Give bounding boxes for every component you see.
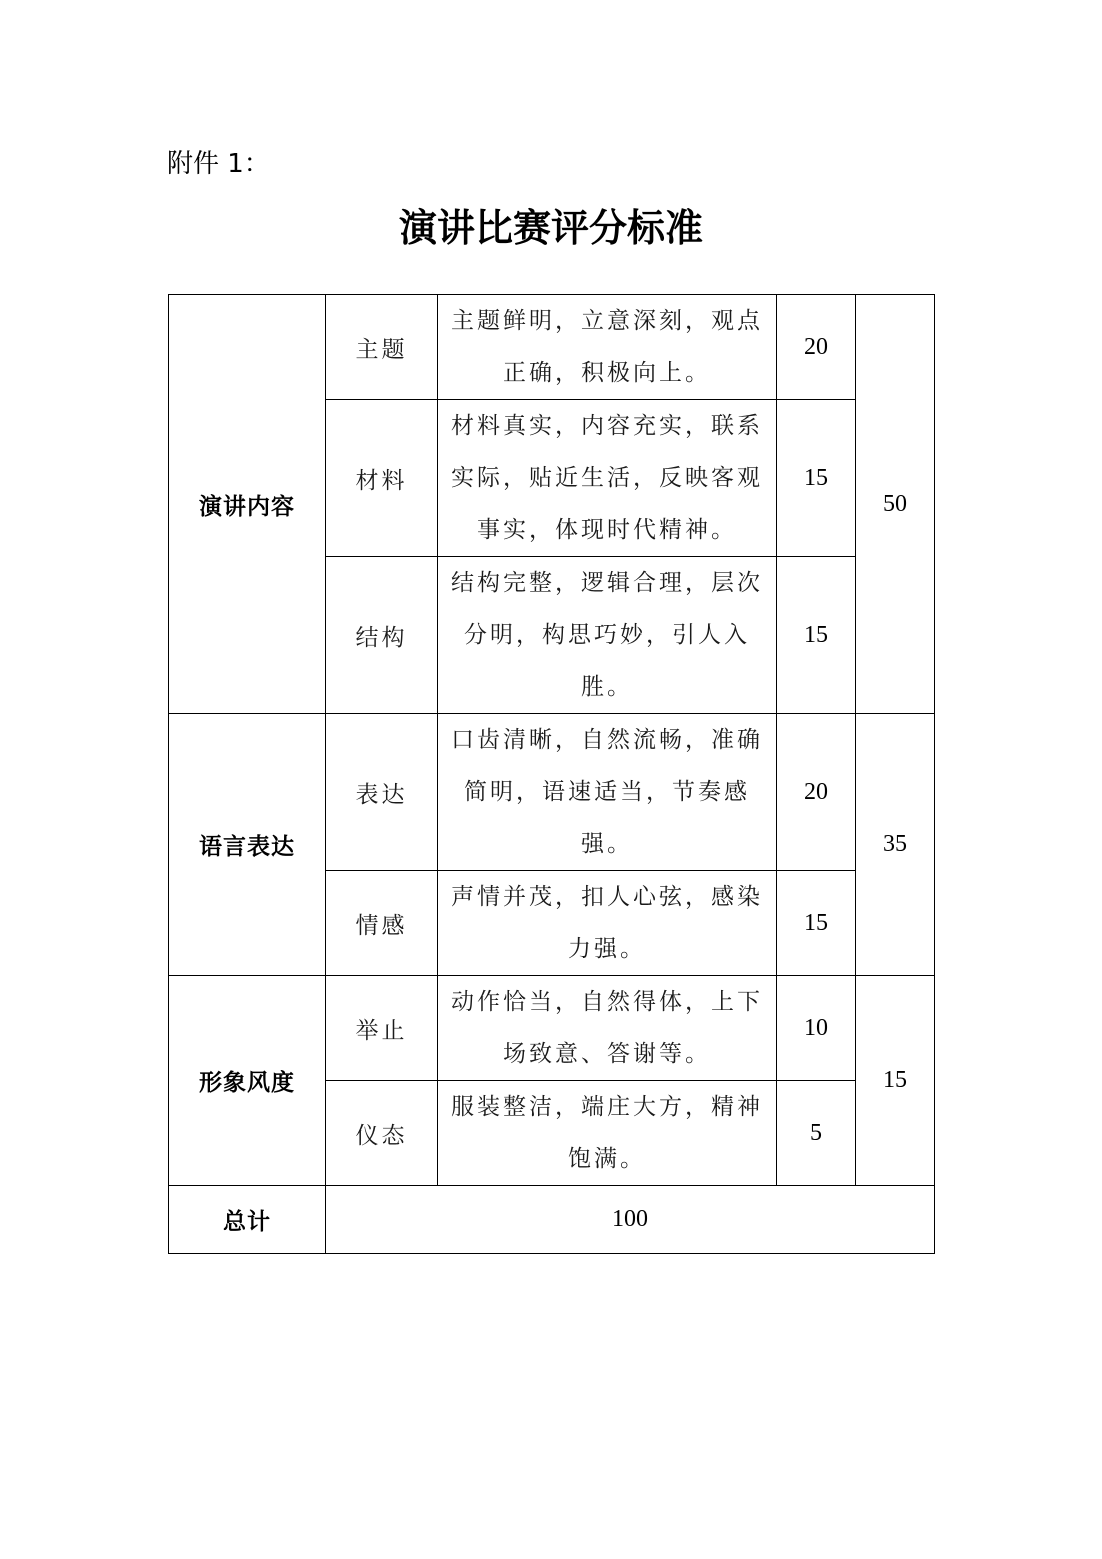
scoring-table — [168, 294, 935, 1254]
item-criteria: 声情并茂，扣人心弦，感染力强。 — [438, 871, 777, 976]
document-title: 演讲比赛评分标准 — [398, 205, 703, 250]
table-row — [169, 714, 935, 871]
item-score: 15 — [777, 557, 856, 714]
category-name: 形象风度 — [169, 976, 326, 1186]
item-name: 表达 — [326, 714, 438, 871]
item-criteria: 材料真实，内容充实，联系实际，贴近生活，反映客观事实，体现时代精神。 — [438, 400, 777, 557]
attachment-label: 附件 1： — [167, 149, 270, 179]
total-row — [169, 1186, 935, 1254]
item-score: 15 — [777, 871, 856, 976]
item-criteria: 结构完整，逻辑合理，层次分明，构思巧妙，引人入胜。 — [438, 557, 777, 714]
total-label: 总计 — [169, 1186, 326, 1254]
category-name: 演讲内容 — [169, 295, 326, 714]
table-row — [169, 976, 935, 1081]
item-score: 10 — [777, 976, 856, 1081]
table-row — [169, 295, 935, 400]
item-score: 15 — [777, 400, 856, 557]
item-score: 20 — [777, 295, 856, 400]
item-name: 仪态 — [326, 1081, 438, 1186]
item-name: 情感 — [326, 871, 438, 976]
item-score: 5 — [777, 1081, 856, 1186]
item-name: 主题 — [326, 295, 438, 400]
category-total: 35 — [856, 714, 935, 976]
item-criteria: 服装整洁，端庄大方，精神饱满。 — [438, 1081, 777, 1186]
category-total: 15 — [856, 976, 935, 1186]
item-criteria: 口齿清晰，自然流畅，准确简明，语速适当，节奏感强。 — [438, 714, 777, 871]
item-name: 材料 — [326, 400, 438, 557]
item-score: 20 — [777, 714, 856, 871]
item-name: 结构 — [326, 557, 438, 714]
category-name: 语言表达 — [169, 714, 326, 976]
item-criteria: 主题鲜明，立意深刻，观点正确，积极向上。 — [438, 295, 777, 400]
category-total: 50 — [856, 295, 935, 714]
item-criteria: 动作恰当，自然得体，上下场致意、答谢等。 — [438, 976, 777, 1081]
item-name: 举止 — [326, 976, 438, 1081]
total-value: 100 — [326, 1186, 935, 1254]
